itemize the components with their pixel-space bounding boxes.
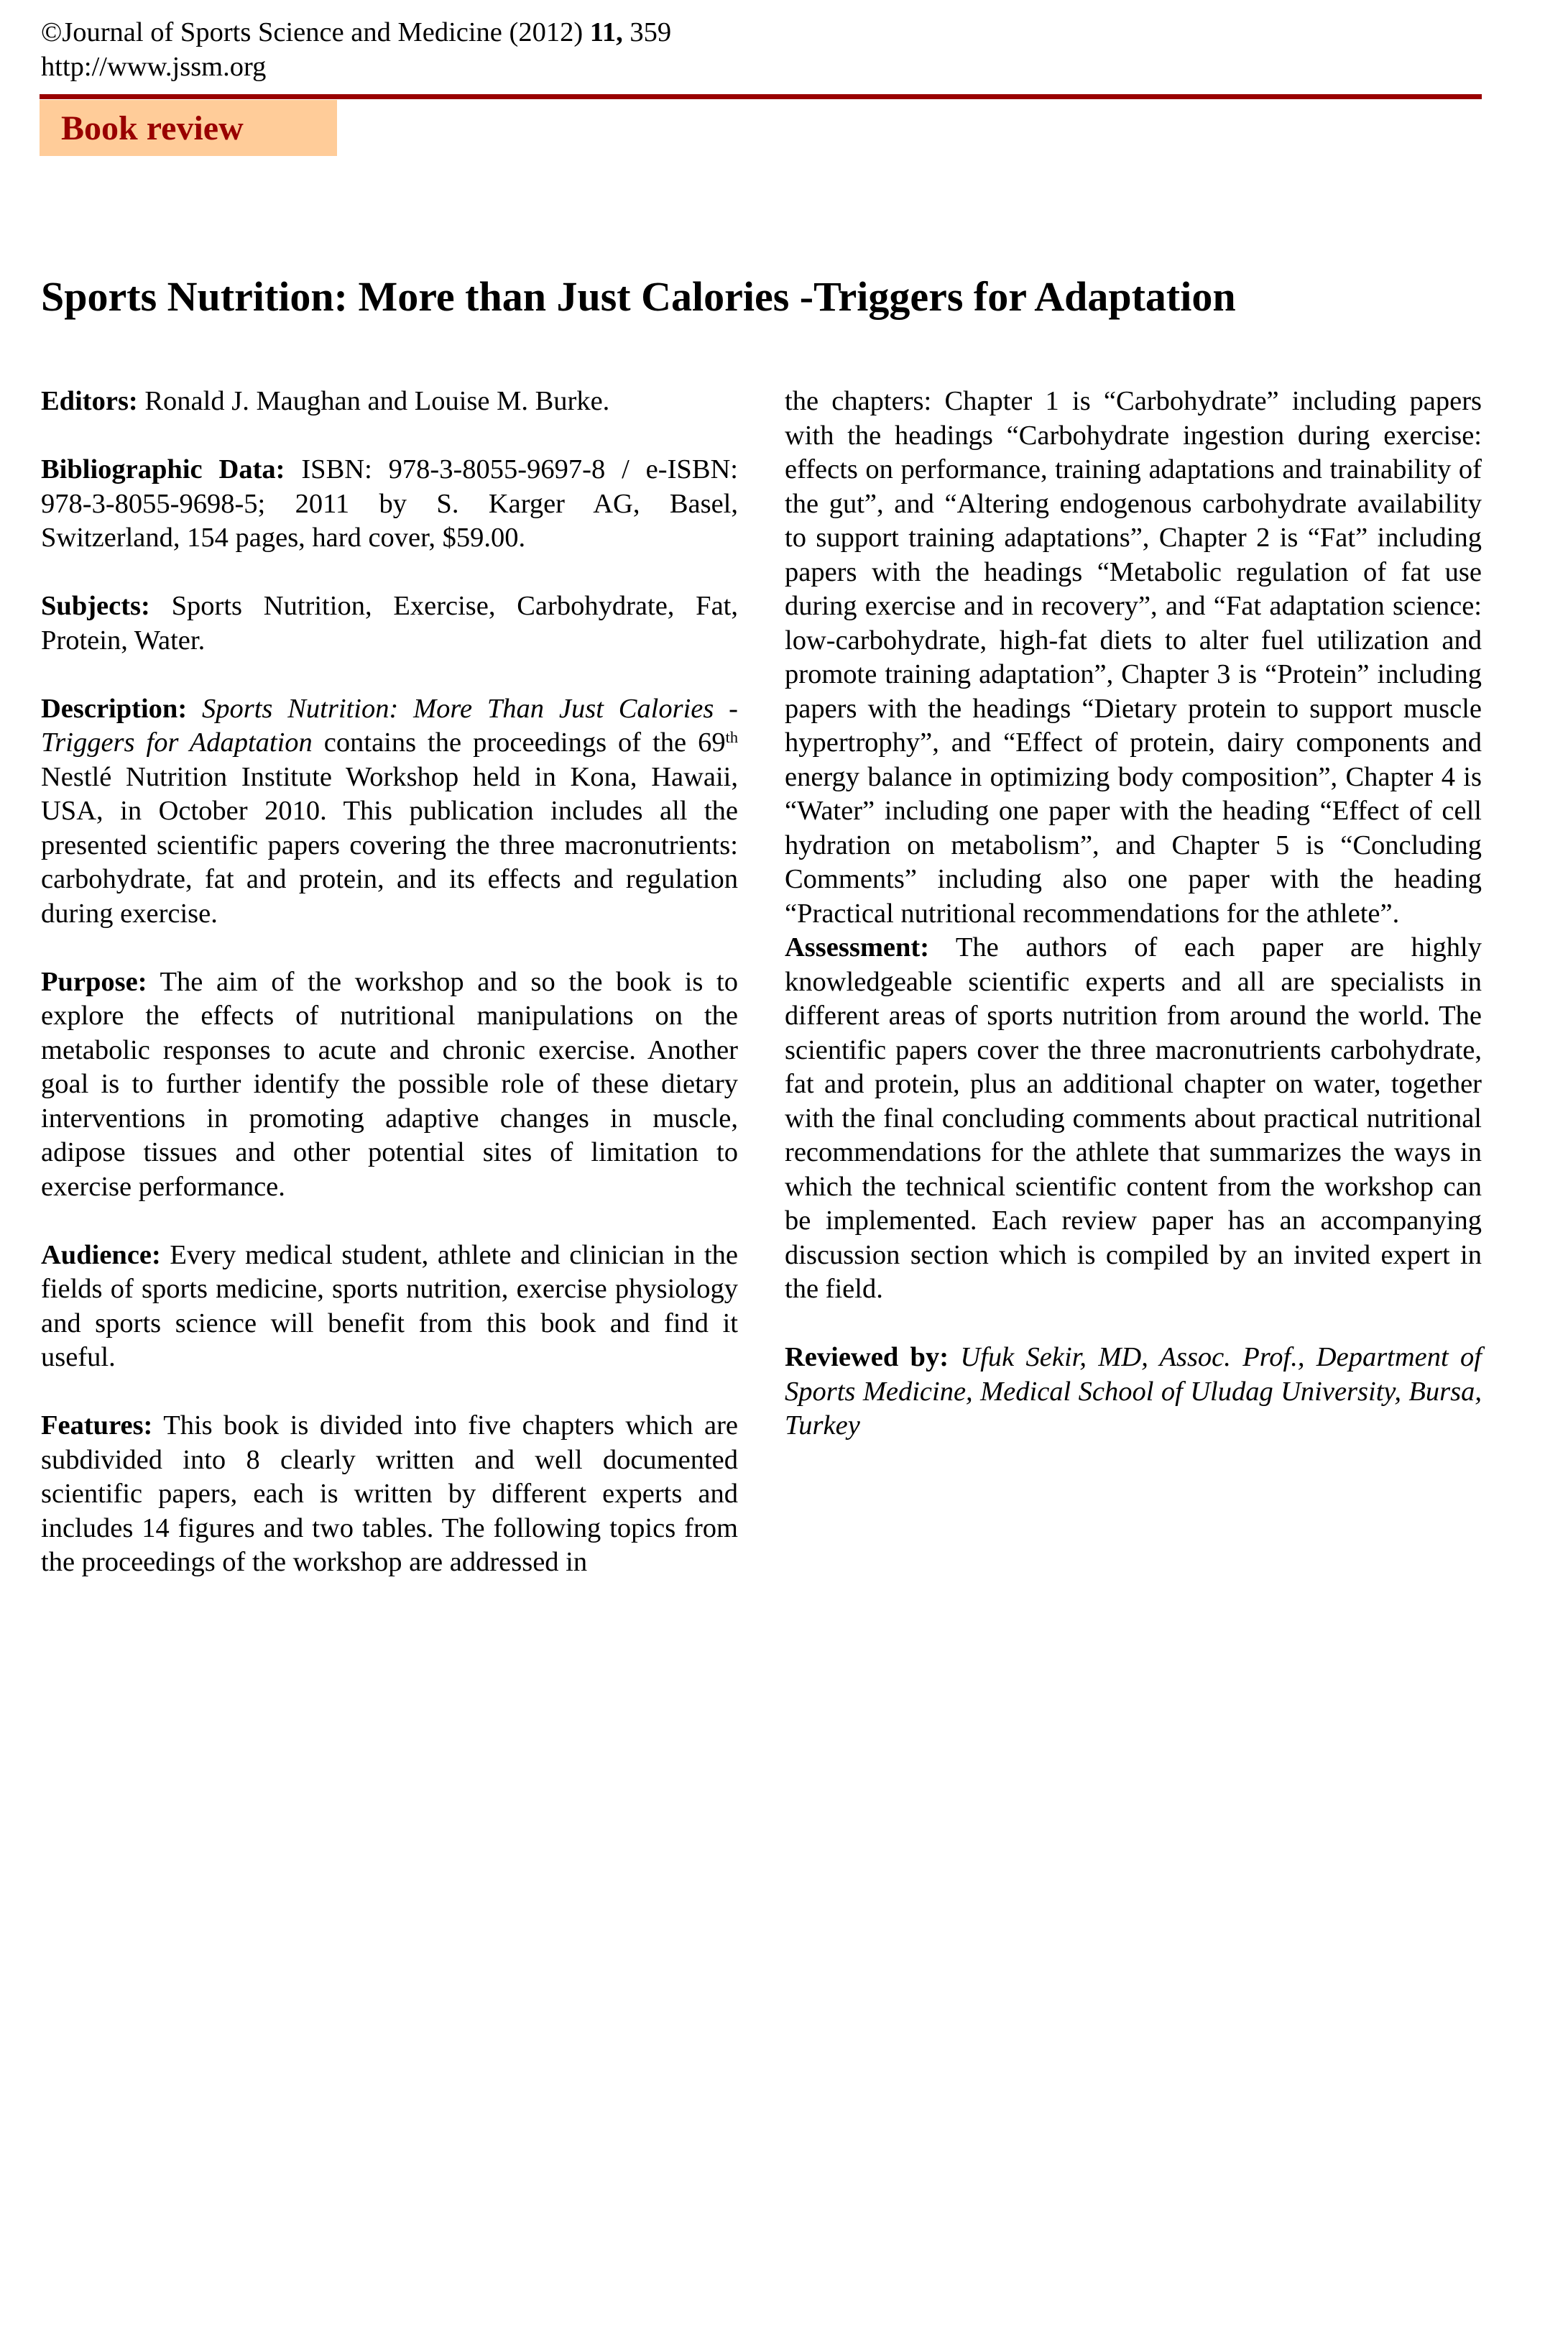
text-run — [187, 694, 202, 724]
text-run: The aim of the workshop and so the book is to explore the effects of nutritional manipulations on the metabolic responses to acute and chronic exercise. Another goal is to further identify the possible role of these dietary interventions in promoting adaptive changes in muscle, adipose tissues and other potential sites of limitation to exercise performance. — [41, 966, 738, 1202]
superscript: th — [725, 727, 738, 746]
article-title: Sports Nutrition: More than Just Calories -Triggers for Adaptation — [41, 273, 1236, 320]
divider-rule — [40, 94, 1482, 99]
paragraph-assessment — [785, 931, 1482, 1307]
left-column — [41, 385, 738, 1614]
lead-in-label: Reviewed by: — [785, 1342, 949, 1372]
text-run: This book is divided into five chapters which are subdivided into 8 clearly written and well documented scientific papers, each is written by different experts and includes 14 figures and two tables. The following topics from the proceedings of the workshop are addressed in — [41, 1410, 738, 1577]
article-body — [41, 385, 1482, 1614]
volume-number: 11, — [589, 17, 623, 47]
lead-in-label: Purpose: — [41, 966, 147, 997]
paragraph-subjects — [41, 589, 738, 658]
text-run: Sports Nutrition, Exercise, Carbohydrate, Fat, Protein, Water. — [41, 591, 738, 656]
text-run: Nestlé Nutrition Institute Workshop held in Kona, Hawaii, USA, in October 2010. This publication includes all the presented scientific papers covering the three macronutrients: carbohydrate, fat and protein, and its effects and regulation during exercise. — [41, 761, 738, 929]
paragraph-audience — [41, 1239, 738, 1375]
journal-copyright-line — [41, 16, 671, 50]
text-run: Ufuk Sekir, MD, Assoc. Prof., Department of Sports Medicine, Medical School of Uludag University, Bursa, Turkey — [785, 1342, 1482, 1441]
text-run: Ronald J. Maughan and Louise M. Burke. — [137, 386, 610, 416]
text-run: contains the proceedings of the 69 — [312, 727, 726, 758]
lead-in-label: Bibliographic Data: — [41, 454, 285, 484]
section-banner — [40, 100, 337, 156]
text-run: The authors of each paper are highly knowledgeable scientific experts and all are specialists in different areas of sports nutrition from around the world. The scientific papers cover the three macronutrients carbohydrate, fat and protein, plus an additional chapter on water, together with the final concluding comments about practical nutritional recommendations for the athlete that summarizes the ways in which the technical scientific content from the workshop can be implemented. Each review paper has an accompanying discussion section which is compiled by an invited expert in the field. — [785, 932, 1482, 1304]
section-banner-label: Book review — [61, 109, 244, 147]
paragraph-features-continued — [785, 385, 1482, 931]
lead-in-label: Editors: — [41, 386, 138, 416]
text-run: ISBN: 978-3-8055-9697-8 / e-ISBN: 978-3-8055-9698-5; 2011 by S. Karger AG, Basel, Switzerland, 154 pages, hard cover, $59.00. — [41, 454, 738, 553]
paragraph-description — [41, 692, 738, 932]
lead-in-label: Description: — [41, 693, 188, 724]
text-run: Sports Nutrition: More Than Just Calories - Triggers for Adaptation — [41, 693, 738, 758]
paragraph-features — [41, 1409, 738, 1580]
right-column — [785, 385, 1482, 1614]
lead-in-label: Assessment: — [785, 932, 930, 963]
text-run: the chapters: Chapter 1 is “Carbohydrate” including papers with the headings “Carbohydrate ingestion during exercise: effects on performance, training adaptations and trainability of the gut”, and “Altering endogenous carbohydrate availability to support training adaptations”, Chapter 2 is “Fat” including papers with the headings “Metabolic regulation of fat use during exercise and in recovery”, and “Fat adaptation science: low-carbohydrate, high-fat diets to alter fuel utilization and promote training adaptation”, Chapter 3 is “Protein” including papers with the headings “Dietary protein to support muscle hypertrophy”, and “Effect of protein, dairy components and energy balance in optimizing body composition”, Chapter 4 is “Water” including one paper with the heading “Effect of cell hydration on metabolism”, and Chapter 5 is “Concluding Comments” including also one paper with the heading “Practical nutritional recommendations for the athlete”. — [785, 386, 1482, 929]
lead-in-label: Features: — [41, 1410, 153, 1441]
paragraph-editors — [41, 385, 738, 419]
paragraph-reviewed-by — [785, 1341, 1482, 1443]
paragraph-purpose — [41, 965, 738, 1205]
text-run: Every medical student, athlete and clinician in the fields of sports medicine, sports nutrition, exercise physiology and sports science will benefit from this book and find it useful. — [41, 1239, 738, 1372]
paragraph-bibliographic — [41, 453, 738, 556]
journal-header — [41, 16, 671, 84]
page-number: 359 — [622, 17, 672, 47]
journal-url: http://www.jssm.org — [41, 51, 267, 82]
journal-name-year: ©Journal of Sports Science and Medicine (2012) — [41, 17, 590, 47]
lead-in-label: Audience: — [41, 1239, 161, 1270]
lead-in-label: Subjects: — [41, 591, 150, 621]
